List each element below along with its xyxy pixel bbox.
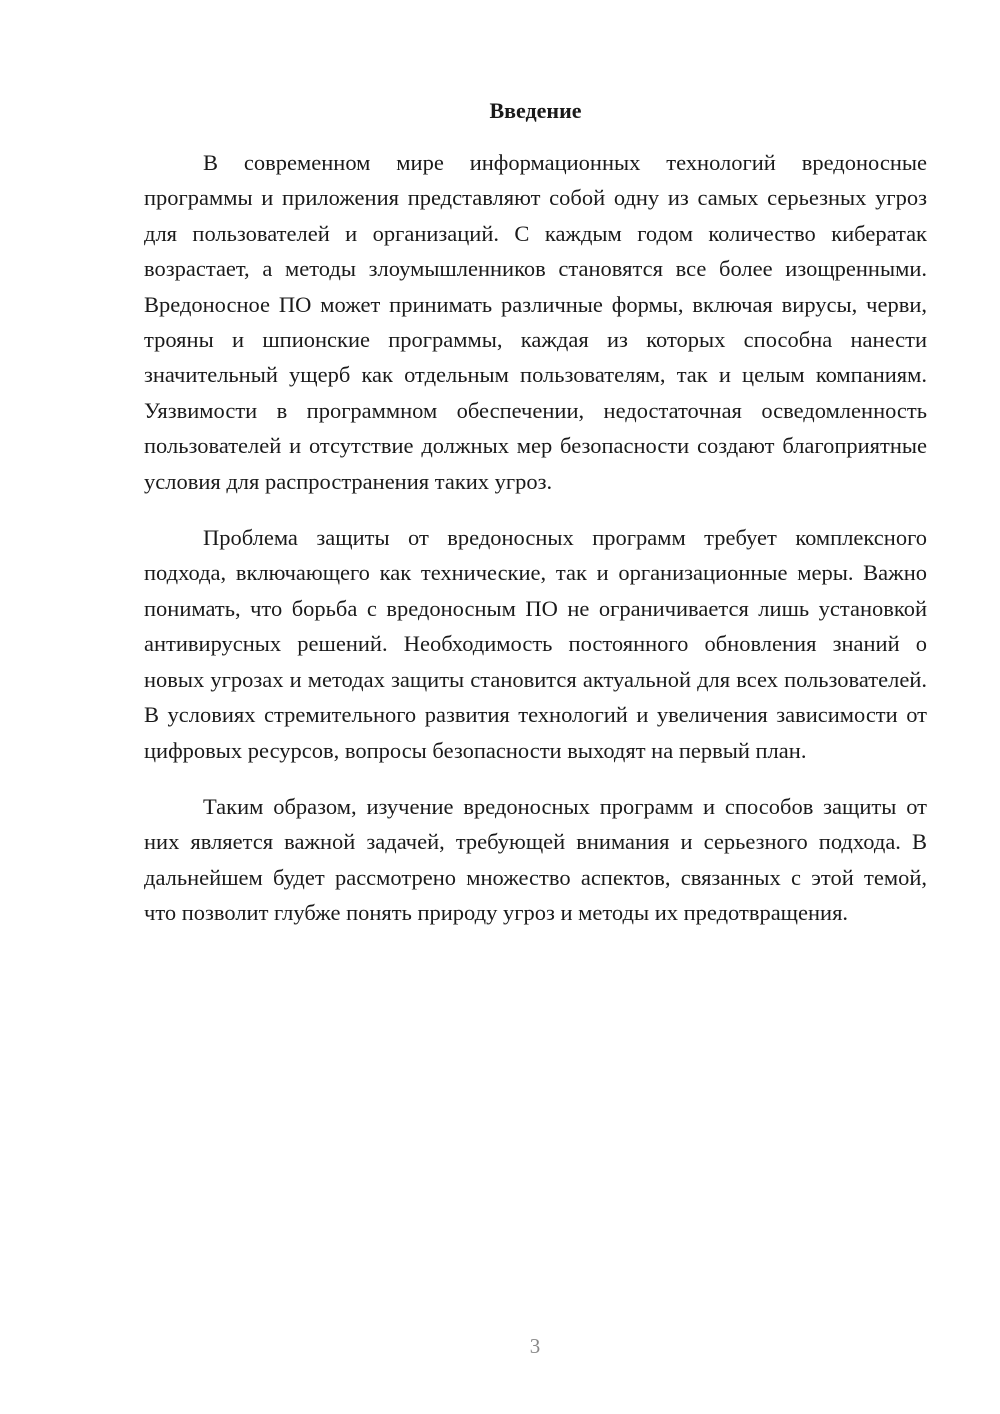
paragraph-3: Таким образом, изучение вредоносных программ и способов защиты от них является важной задачей, требующей внимания и серьезного подхода. В дальнейшем будет рассмотрено множество аспектов, связанных с этой темой, что позволит глубже понять природу угроз и методы их предотвращения. (144, 793, 927, 926)
page-content (144, 94, 927, 952)
section-heading: Введение (489, 98, 582, 123)
page-number: 3 (529, 1334, 541, 1358)
paragraph-1: В современном мире информационных технологий вредоносные программы и приложения представляют собой одну из самых серьезных угроз для пользователей и организаций. С каждым годом количество кибератак возрастает, а методы злоумышленников становятся все более изощренными. Вредоносное ПО может принимать различные формы, включая вирусы, черви, трояны и шпионские программы, каждая из которых способна нанести значительный ущерб как отдельным пользователям, так и целым компаниям. Уязвимости в программном обеспечении, недостаточная осведомленность пользователей и отсутствие должных мер безопасности создают благоприятные условия для распространения таких угроз. (144, 150, 927, 494)
paragraph-2: Проблема защиты от вредоносных программ требует комплексного подхода, включающего как технические, так и организационные меры. Важно понимать, что борьба с вредоносным ПО не ограничивается лишь установкой антивирусных решений. Необходимость постоянного обновления знаний о новых угрозах и методах защиты становится актуальной для всех пользователей. В условиях стремительного развития технологий и увеличения зависимости от цифровых ресурсов, вопросы безопасности выходят на первый план. (144, 525, 927, 763)
